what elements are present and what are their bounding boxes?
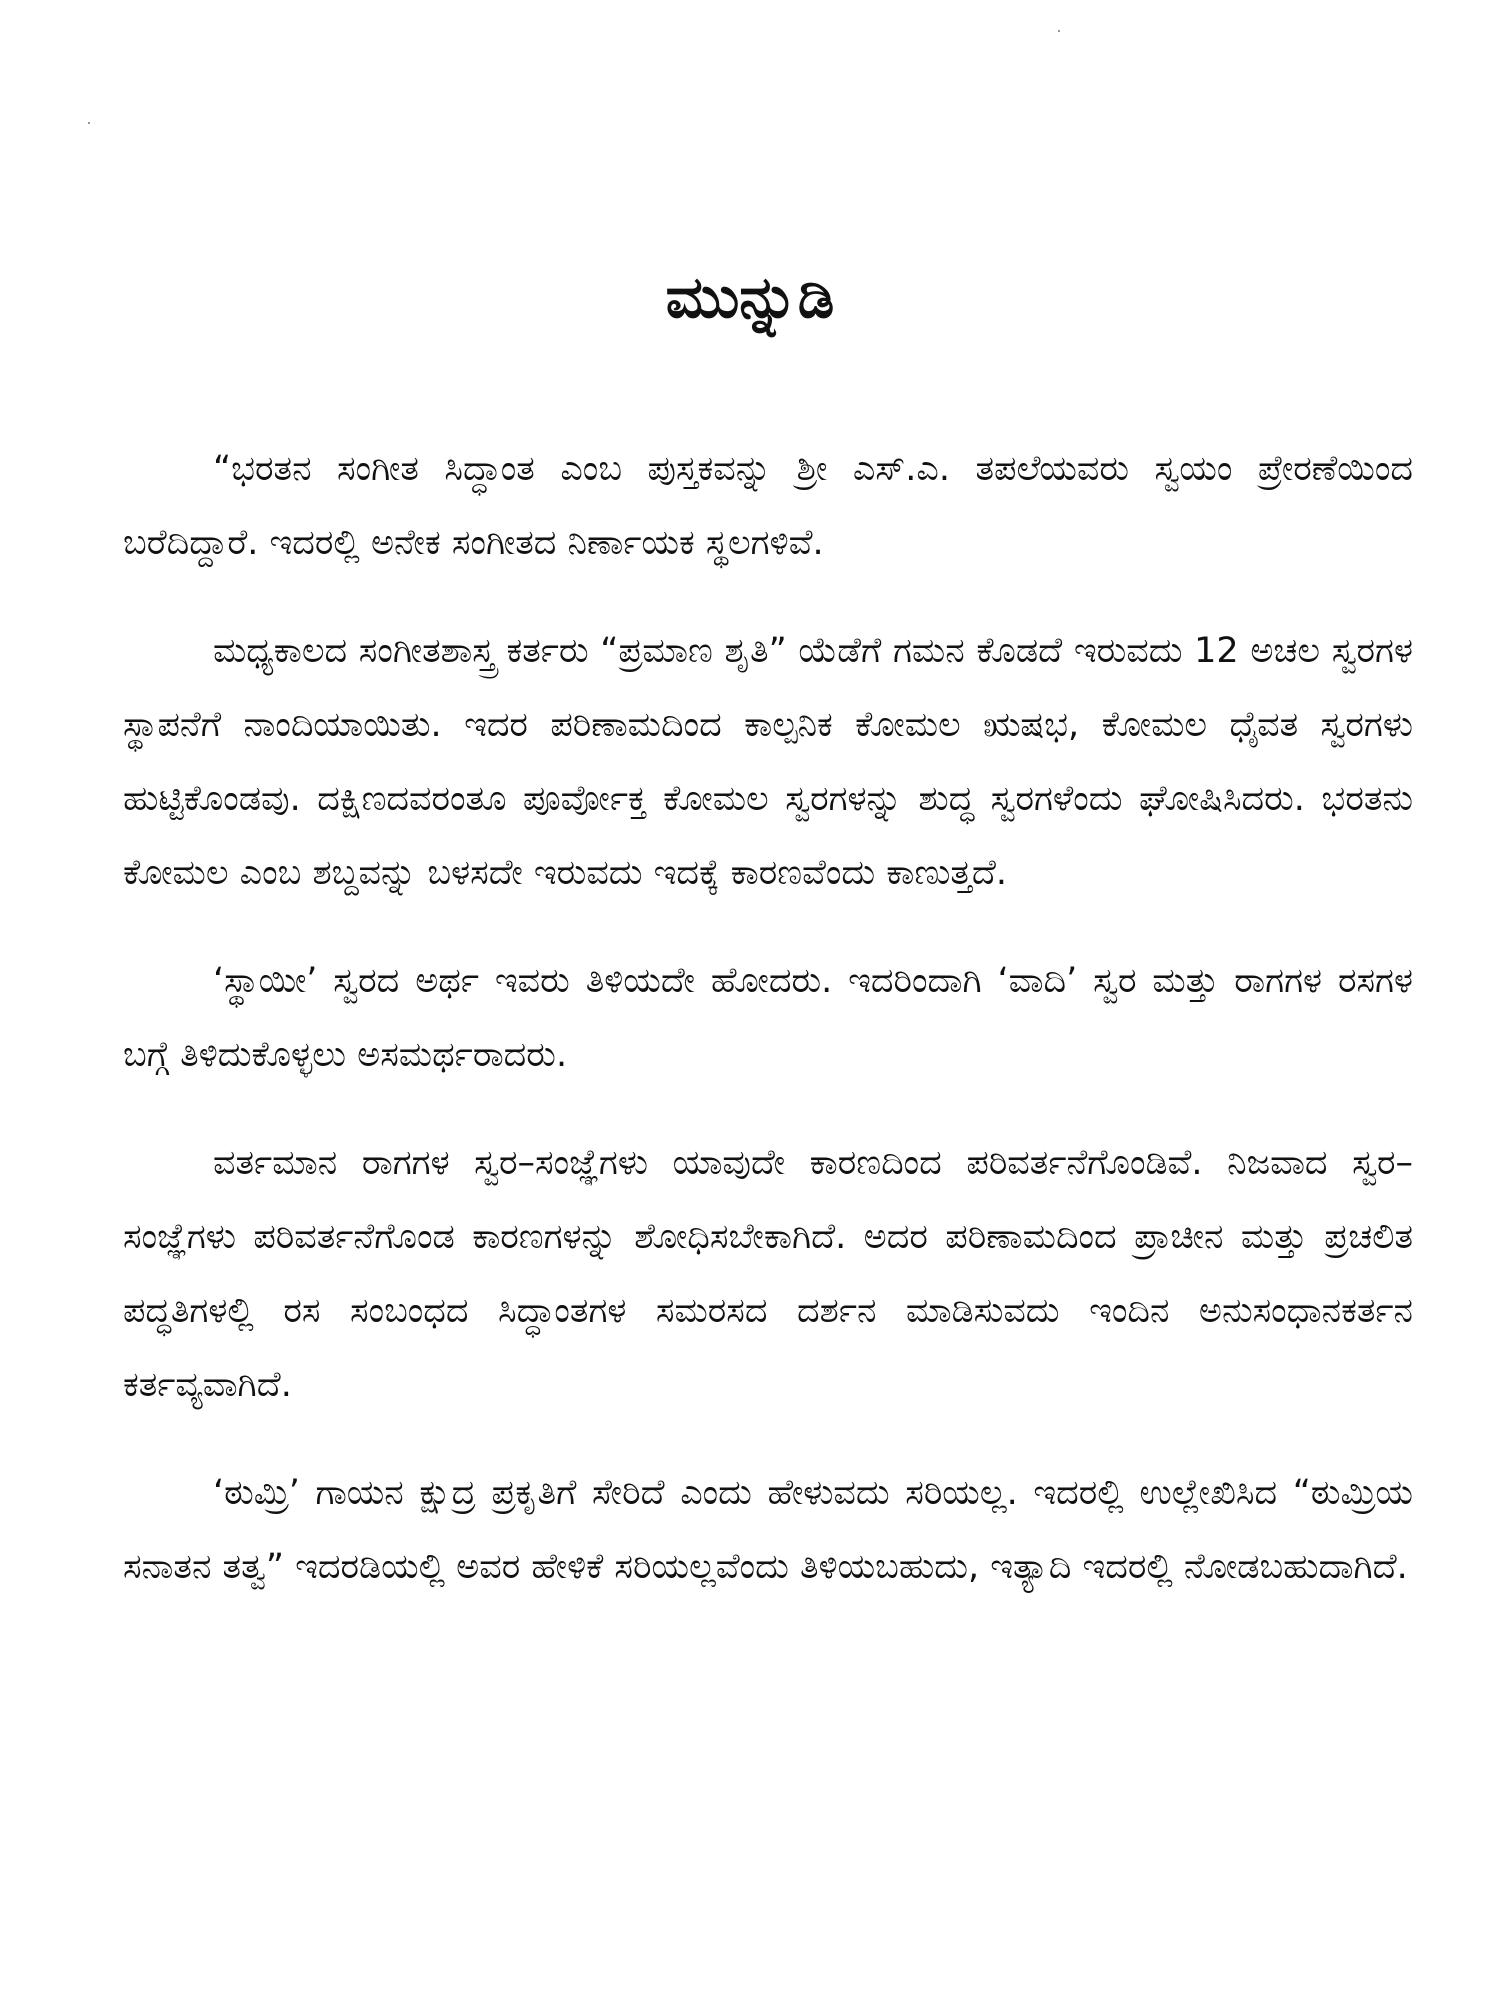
page-title: ಮುನ್ನುಡಿ [665, 262, 835, 331]
paragraph-4: ವರ್ತಮಾನ ರಾಗಗಳ ಸ್ವರ–ಸಂಜ್ಞೆಗಳು ಯಾವುದೇ ಕಾರಣದಿಂದ ಪರಿವರ್ತನೆಗೊಂಡಿವೆ. ನಿಜವಾದ ಸ್ವರ–ಸಂಜ್ಞೆಗಳು ಪರಿವರ್ತನೆಗೊಂಡ ಕಾರಣಗಳನ್ನು ಶೋಧಿಸಬೇಕಾಗಿದೆ. ಅದರ ಪರಿಣಾಮದಿಂದ ಪ್ರಾಚೀನ ಮತ್ತು ಪ್ರಚಲಿತ ಪದ್ಧತಿಗಳಲ್ಲಿ ರಸ ಸಂಬಂಧದ ಸಿದ್ಧಾಂತಗಳ ಸಮರಸದ ದರ್ಶನ ಮಾಡಿಸುವದು ಇಂದಿನ ಅನುಸಂಧಾನಕರ್ತನ ಕರ್ತವ್ಯವಾಗಿದೆ. [123, 1143, 1413, 1405]
paragraph-2: ಮಧ್ಯಕಾಲದ ಸಂಗೀತಶಾಸ್ತ್ರ ಕರ್ತರು “ಪ್ರಮಾಣ ಶೃತಿ” ಯೆಡೆಗೆ ಗಮನ ಕೊಡದೆ ಇರುವದು 12 ಅಚಲ ಸ್ವರಗಳ ಸ್ಥಾಪನೆಗೆ ನಾಂದಿಯಾಯಿತು. ಇದರ ಪರಿಣಾಮದಿಂದ ಕಾಲ್ಪನಿಕ ಕೋಮಲ ಋಷಭ, ಕೋಮಲ ಧೈವತ ಸ್ವರಗಳು ಹುಟ್ಟಿಕೊಂಡವು. ದಕ್ಷಿಣದವರಂತೂ ಪೂರ್ವೋಕ್ತ ಕೋಮಲ ಸ್ವರಗಳನ್ನು ಶುದ್ಧ ಸ್ವರಗಳೆಂದು ಘೋಷಿಸಿದರು. ಭರತನು ಕೋಮಲ ಎಂಬ ಶಬ್ದವನ್ನು ಬಳಸದೇ ಇರುವದು ಇದಕ್ಕೆ ಕಾರಣವೆಂದು ಕಾಣುತ್ತದೆ. [123, 631, 1413, 893]
scan-speck [1058, 30, 1060, 32]
paragraph-5: ‘ಠುಮ್ರಿ’ ಗಾಯನ ಕ್ಷುದ್ರ ಪ್ರಕೃತಿಗೆ ಸೇರಿದೆ ಎಂದು ಹೇಳುವದು ಸರಿಯಲ್ಲ. ಇದರಲ್ಲಿ ಉಲ್ಲೇಖಿಸಿದ “ಠುಮ್ರಿಯ ಸನಾತನ ತತ್ವ” ಇದರಡಿಯಲ್ಲಿ ಅವರ ಹೇಳಿಕೆ ಸರಿಯಲ್ಲವೆಂದು ತಿಳಿಯಬಹುದು, ಇತ್ಯಾದಿ ಇದರಲ್ಲಿ ನೋಡಬಹುದಾಗಿದೆ. [123, 1473, 1413, 1587]
body-text [123, 432, 1413, 1638]
scan-speck [88, 122, 90, 124]
paragraph-3: ‘ಸ್ಥಾಯೀ’ ಸ್ವರದ ಅರ್ಥ ಇವರು ತಿಳಿಯದೇ ಹೋದರು. ಇದರಿಂದಾಗಿ ‘ವಾದಿ’ ಸ್ವರ ಮತ್ತು ರಾಗಗಳ ರಸಗಳ ಬಗ್ಗೆ ತಿಳಿದುಕೊಳ್ಳಲು ಅಸಮರ್ಥರಾದರು. [123, 961, 1413, 1075]
paragraph-1: “ಭರತನ ಸಂಗೀತ ಸಿದ್ಧಾಂತ ಎಂಬ ಪುಸ್ತಕವನ್ನು ಶ್ರೀ ಎಸ್.ಎ. ತಪಲೆಯವರು ಸ್ವಯಂ ಪ್ರೇರಣೆಯಿಂದ ಬರೆದಿದ್ದಾರೆ. ಇದರಲ್ಲಿ ಅನೇಕ ಸಂಗೀತದ ನಿರ್ಣಾಯಕ ಸ್ಥಲಗಳಿವೆ. [123, 449, 1413, 563]
